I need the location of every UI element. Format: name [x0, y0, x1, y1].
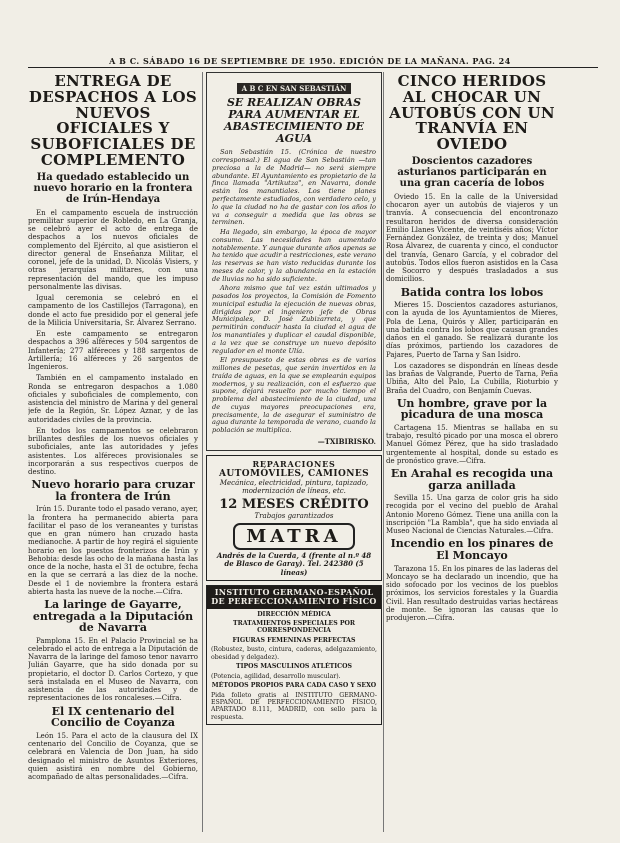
article-paragraph: Los cazadores se dispondrán en líneas desde las brañas de Valgrande, Puerto de Tarna, Peña Ubiña, Alto del Palo, La Cubilla, Rioturbio y Braña del Cuadro, con Benjamín Cuevas.	[386, 361, 558, 395]
ad-phone: de Blasco de Garay). Tel. 242380 (5 líneas)	[224, 559, 364, 577]
san-sebastian-box	[206, 72, 382, 451]
ad2-body: Pida folleto gratis al INSTITUTO GERMANO-ESPAÑOL DE PERFECCIONAMIENTO FÍSICO, APARTADO 8.111, MADRID, con sello para la respuesta.	[211, 691, 377, 721]
headline-batida: Batida contra los lobos	[400, 285, 544, 299]
ad-services: Mecánica, electricidad, pintura, tapizado, modernización de líneas, etc.	[219, 478, 369, 495]
ad-title: REPARACIONES	[252, 458, 336, 469]
headline-moncayo: Incendio en los pinares de El Moncayo	[390, 537, 554, 563]
signature: —TXIBIRISKO.	[317, 436, 376, 446]
headline-garza: En Arahal es recogida una garza anillada	[390, 467, 554, 492]
headline-oviedo: CINCO HERIDOS AL CHOCAR UN AUTOBÚS CON UN TRANVÍA EN OVIEDO	[389, 72, 555, 153]
ad2-line: MÉTODOS PROPIOS PARA CADA CASO Y SEXO	[211, 682, 377, 690]
ad-guarantee: Trabajos garantizados	[254, 512, 334, 521]
article-paragraph: Irún 15. Durante todo el pasado verano, ayer, la frontera ha permanecido abierta para facilitar el paso de los veraneantes y turistas que en gran número han cruzado hasta medianoche. A partir de hoy regirá el siguiente horario en los puestos fronterizos de Irún y Behobia: desde las ocho de la mañana hasta las once de la noche, hasta el 31 de octubre, fecha en la que se cerrará a las diez de la noche. Desde el 1 de noviembre la frontera estará abierta hasta las nueve de la noche.—Cifra.	[28, 505, 198, 596]
headline-despachos: ENTREGA DE DESPACHOS A LOS NUEVOS OFICIALES Y SUBOFICIALES DE COMPLEMENTO	[28, 72, 198, 169]
ad-address: Andrés de la Cuerda, 4 (frente al n.º 48	[216, 551, 372, 561]
ad2-body: (Robustez, busto, cintura, caderas, adelgazamiento, obesidad y delgadez).	[211, 646, 377, 661]
article-paragraph: Mieres 15. Doscientos cazadores asturianos, con la ayuda de los Ayuntamientos de Mieres, Pola de Lena, Quirós y Aller, participarán en una batida contra los lobos que causan grandes daños en el ganado. Se realizará durante los días próximos, partiendo los cazadores de Pajares, Puerto de Tarna y San Isidro.	[386, 301, 558, 359]
kicker-san-sebastian: A B C EN SAN SEBASTIÁN	[237, 83, 352, 94]
article-paragraph: Oviedo 15. En la calle de la Universidad chocaron ayer un autobús de viajeros y un tranvía. A consecuencia del encontronazo resultaron heridos de diversa consideración Emilio Llanes Vicente, de veintiséis años; Víctor Fernández González, de treinta y dos; Manuel Rosa Álvarez, de cuarenta y cinco, el conductor del tranvía, Genaro García, y el cobrador del autobús. Todos ellos fueron asistidos en la Casa de Socorro y después trasladados a sus domicilios.	[386, 192, 558, 284]
ad2-line: FIGURAS FEMENINAS PERFECTAS	[232, 636, 356, 644]
article-paragraph: En todos los campamentos se celebraron brillantes desfiles de los nuevos oficiales y suboficiales, ante las autoridades y jefes asistentes. Los alféreces provisionales se incorporarán a sus respectivos cuerpos de destino.	[28, 426, 198, 476]
ad-matra	[206, 455, 382, 581]
matra-logo	[233, 523, 355, 550]
headline-agua: SE REALIZAN OBRAS PARA AUMENTAR EL ABASTECIMIENTO DE AGUA	[223, 96, 365, 146]
article-paragraph: Ahora mismo que tal vez están ultimados y pasados los proyectos, la Comisión de Fomento municipal estudia la ejecución de nuevas obras, dirigidas por el ingeniero jefe de Obras Municipales, D. José Zubizarreta, y que permitirán conducir hasta la ciudad el agua de los manantiales y duplicar el caudal disponible, a la vez que se construye un nuevo depósito regulador en el monte Ulía.	[212, 284, 376, 355]
headline-mosca: Un hombre, grave por la picadura de una mosca	[396, 396, 548, 422]
ad-credit: 12 MESES CRÉDITO	[219, 497, 369, 513]
header-rule	[28, 67, 598, 68]
article-paragraph: Ha llegado, sin embargo, la época de mayor consumo. Las necesidades han aumentado notablemente. Y aunque durante años apenas se ha tenido que acudir a restricciones, este verano las reservas se han visto reducidas durante los meses de calor, y la abundancia en la estación de lluvias no ha sido suficiente.	[212, 228, 376, 283]
ad2-body: (Potencia, agilidad, desarrollo muscular).	[211, 672, 341, 680]
subhead-lobos: Doscientos cazadores asturianos participarán en una gran cacería de lobos	[397, 155, 547, 189]
ad2-line: DIRECCIÓN MÉDICA	[257, 610, 331, 618]
article-paragraph: Pamplona 15. En el Palacio Provincial se ha celebrado el acto de entrega a la Diputación de Navarra de la laringe del famoso tenor navarro Julián Gayarre, que ha sido donada por su propietario, el doctor D. Carlos Cortezo, y que será instalada en el Museo de Navarra, con asistencia de las autoridades y de representaciones de los roncaleses.—Cifra.	[28, 636, 198, 703]
article-paragraph: En este campamento se entregaron despachos a 396 alféreces y 504 sargentos de Infantería; 277 alféreces y 188 sargentos de Artillería; 16 alféreces y 26 sargentos de Ingenieros.	[28, 330, 198, 371]
column-left	[28, 72, 198, 832]
article-paragraph: Cartagena 15. Mientras se hallaba en su trabajo, resultó picado por una mosca el obrero Manuel Gómez Pérez, que ha sido trasladado urgentemente al hospital, donde su estado es de pronóstico grave.—Cifra.	[386, 423, 558, 465]
headline-coyanza: El IX centenario del Concilio de Coyanza	[51, 704, 175, 730]
article-paragraph: También en el campamento instalado en Ronda se entregaron despachos a 1.080 oficiales y suboficiales de complemento, con asistencia del ministro de Marina y del general jefe de la Región, Sr. López Aznar, y de las autoridades civiles de la provincia.	[28, 374, 198, 424]
headline-gayarre: La laringe de Gayarre, entregada a la Diputación de Navarra	[32, 598, 194, 635]
ad-instituto	[206, 585, 382, 725]
ad2-title: INSTITUTO GERMANO-ESPAÑOL DE PERFECCIONAMIENTO FÍSICO	[207, 586, 381, 608]
article-paragraph: León 15. Para el acto de la clausura del IX centenario del Concilio de Coyanza, que se celebrará en Valencia de Don Juan, ha sido designado el ministro de Asuntos Exteriores, quien asistirá en nombre del Gobierno, acompañado de altas personalidades.—Cifra.	[28, 731, 198, 782]
column-divider-2	[383, 72, 384, 832]
ad2-line: TIPOS MASCULINOS ATLÉTICOS	[236, 663, 352, 671]
column-divider-1	[202, 72, 203, 832]
article-paragraph: Sevilla 15. Una garza de color gris ha sido recogida por el vecino del pueblo de Arahal Antonio Moreno Gómez. Tiene una anilla con la inscripción "La Rambla", que ha sido enviada al Museo Nacional de Ciencias Naturales.—Cifra.	[386, 494, 558, 536]
running-head: A B C. SÁBADO 16 DE SEPTIEMBRE DE 1950. EDICIÓN DE LA MAÑANA. PAG. 24	[109, 56, 511, 66]
article-paragraph: Tarazona 15. En los pinares de las laderas del Moncayo se ha declarado un incendio, que ha sido sofocado por los vecinos de los pueblos próximos, los servicios forestales y la Guardia Civil. Han resultado destruidas varias hectáreas de monte. Se ignoran las causas que lo produjeron.—Cifra.	[386, 564, 558, 623]
headline-irun: Nuevo horario para cruzar la frontera de Irún	[31, 478, 195, 503]
brand-name: MATRA	[246, 526, 342, 548]
subhead-horario: Ha quedado establecido un nuevo horario en la frontera de Irún-Hendaya	[33, 171, 193, 205]
ad-subtitle: AUTOMÓVILES, CAMIONES	[219, 468, 369, 479]
article-paragraph: El presupuesto de estas obras es de varios millones de pesetas, que serán invertidos en la traída de aguas, en la que se emplearán equipos modernos, y su realización, con el esfuerzo que supone, dejará resuelto por mucho tiempo el problema del abastecimiento de la ciudad, una de cuyas mayores preocupaciones era, precisamente, la de asegurar el suministro de agua durante la temporada de verano, cuando la población se multiplica.	[212, 356, 376, 435]
ad2-line: TRATAMIENTOS ESPECIALES POR CORRESPONDENCIA	[232, 620, 356, 635]
article-paragraph: San Sebastián 15. (Crónica de nuestro corresponsal.) El agua de San Sebastián —tan preciosa a la de Madrid— no será siempre abundante. El Ayuntamiento es propietario de la finca llamada "Artikutza", en Navarra, donde están los manantiales. Los tiene planes perfectamente estudiados, con verdadero celo, y lo que la ciudad no ha de gastar con los años lo va a conseguir a medida que las obras se terminen.	[212, 148, 376, 227]
article-paragraph: Igual ceremonia se celebró en el campamento de los Castillejos (Tarragona), en donde el acto fue presidido por el general jefe de la Milicia Universitaria, Sr. Álvarez Serrano.	[28, 294, 198, 327]
article-paragraph: En el campamento escuela de instrucción premilitar superior de Robledo, en La Granja, se celebró ayer el acto de entrega de despachos a los nuevos oficiales de complemento del Ejército, al que asistieron el director general de Enseñanza Militar, el coronel, jefe de la unidad, D. Nicolás Visiers, y otras jerarquías militares, con una representación del mando, que les impuso personalmente las divisas.	[28, 208, 198, 291]
column-middle	[206, 72, 382, 832]
column-right	[386, 72, 558, 832]
